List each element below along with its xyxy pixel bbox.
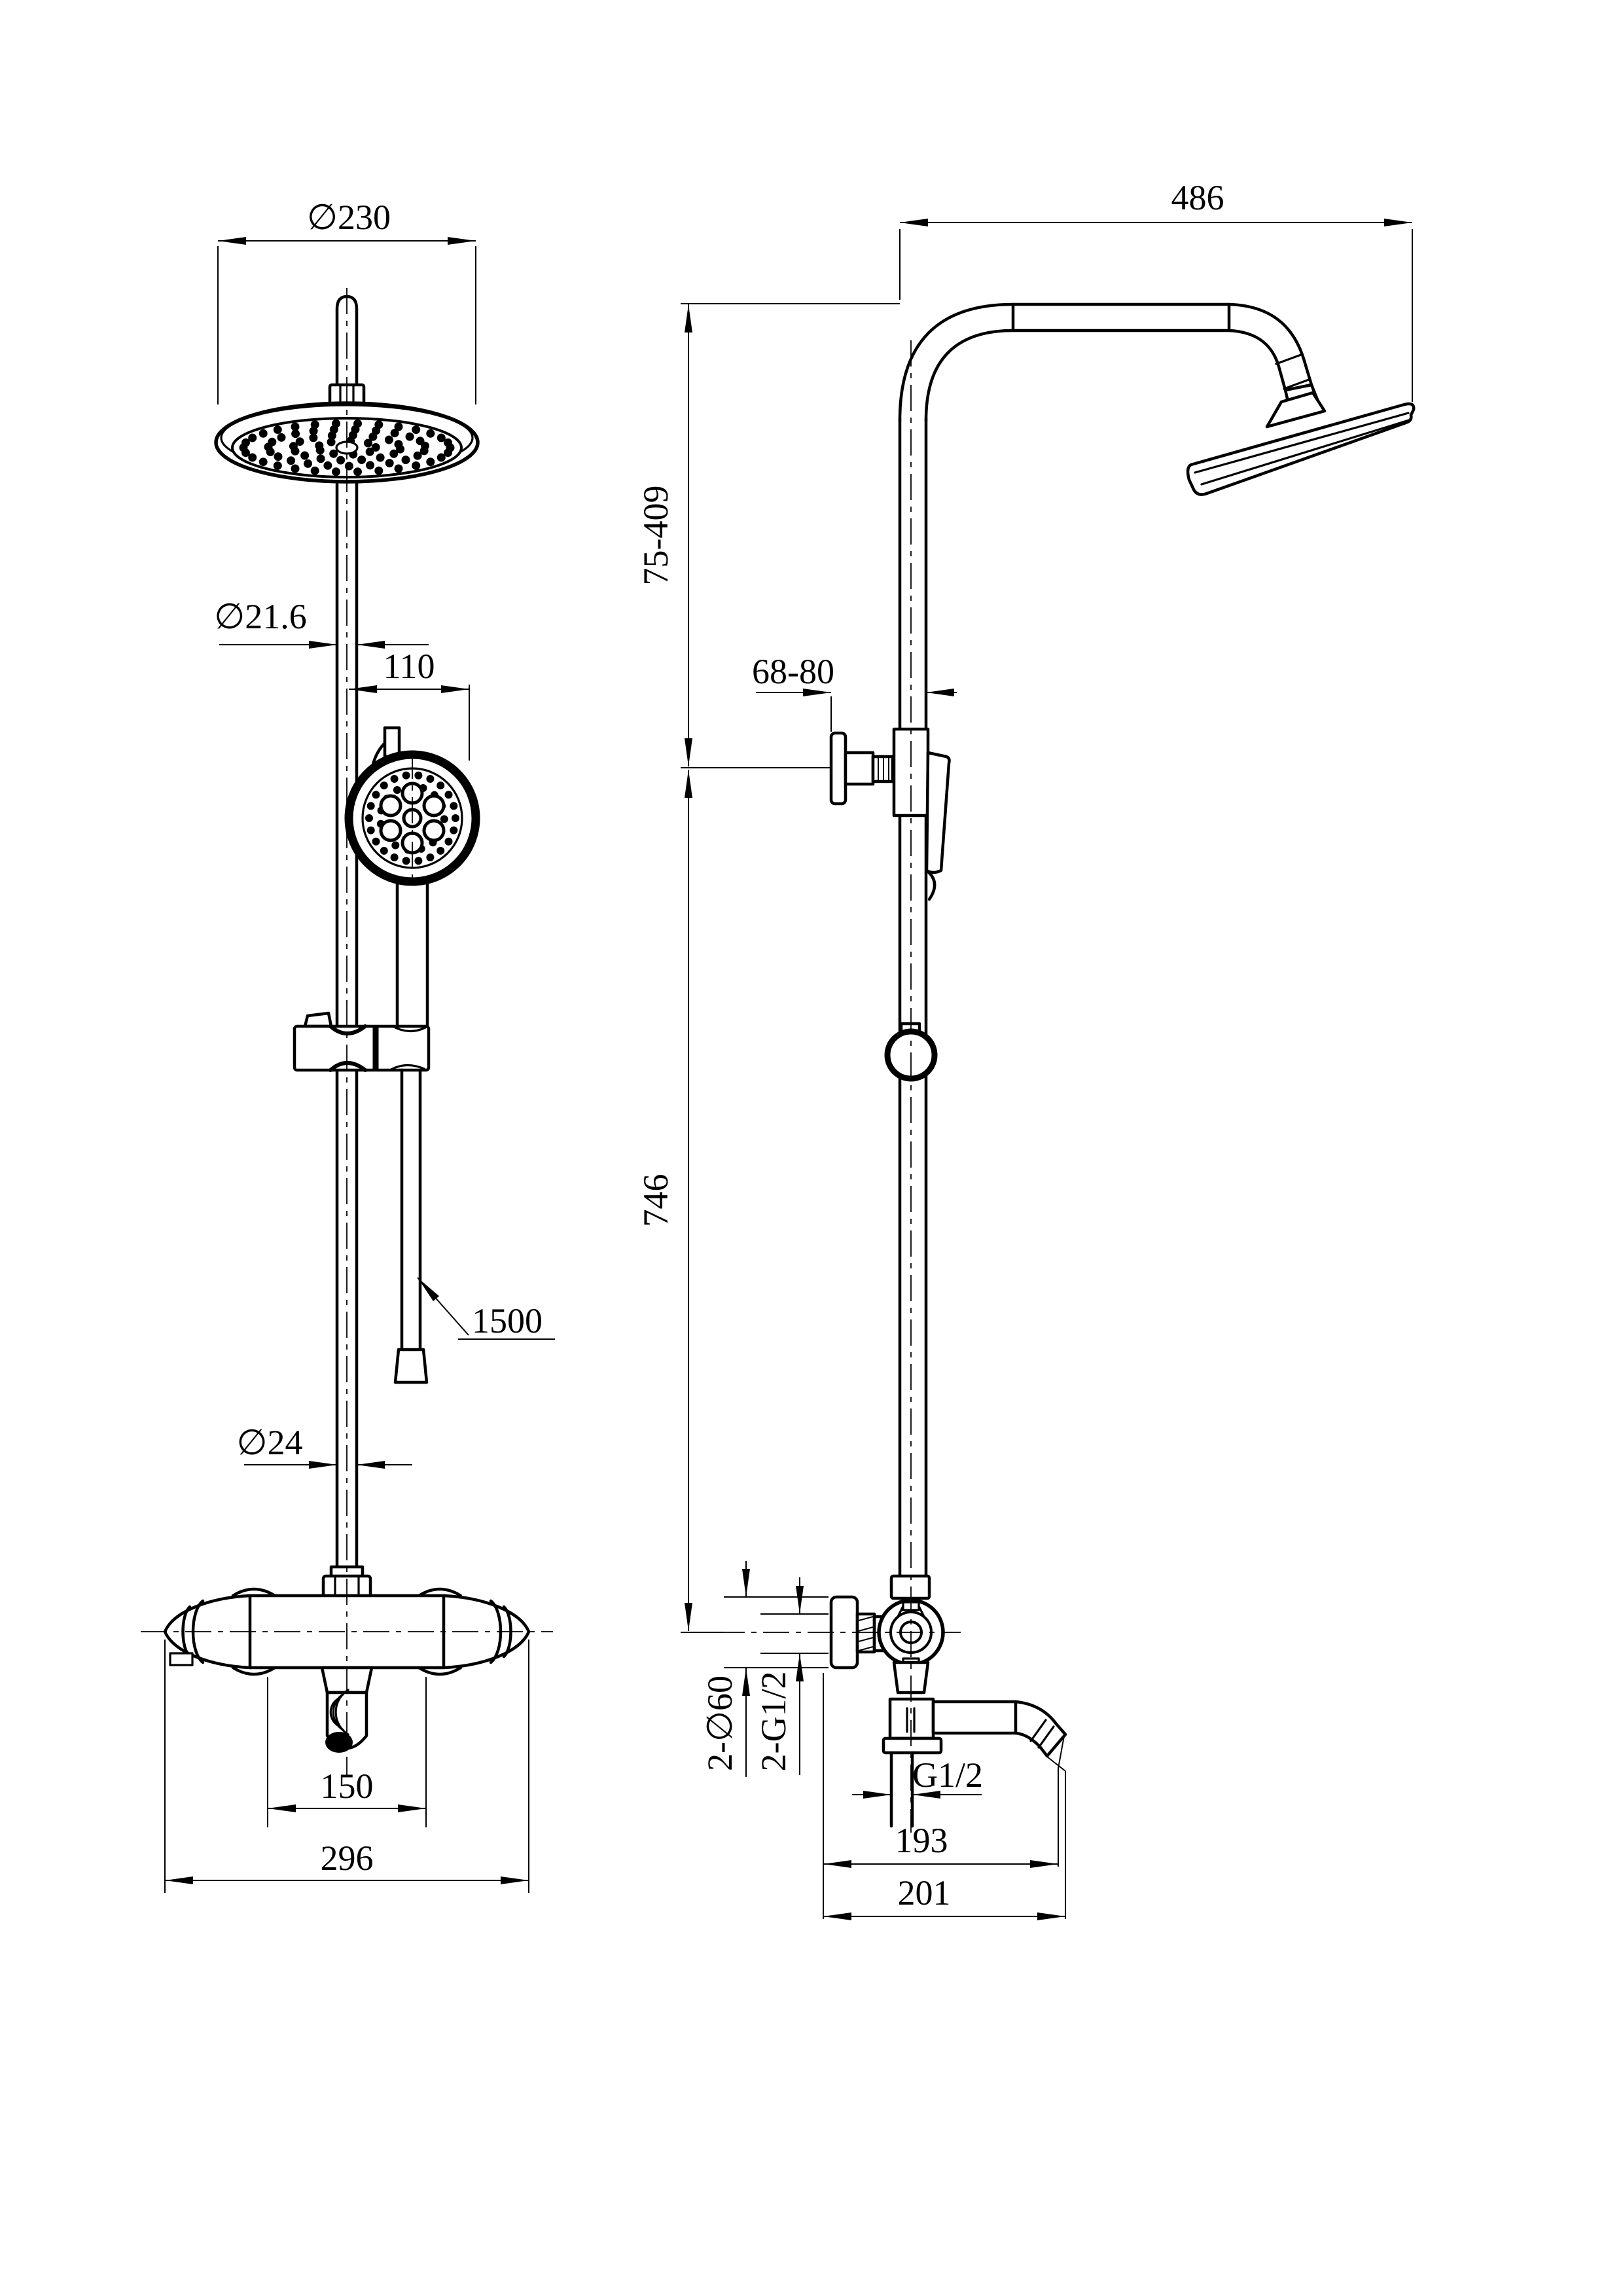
dim-label-inlet-spacing: 150: [320, 1767, 374, 1806]
head-mount: [1267, 393, 1325, 427]
tub-spout-side: [933, 1702, 1065, 1756]
hose-end-fitting: [395, 1350, 427, 1382]
dim-label-lower-pipe-diameter: ∅24: [236, 1423, 303, 1462]
slider-clamp: [294, 1013, 429, 1070]
dim-label-hose-length: 1500: [472, 1301, 543, 1340]
dim-head-height-range: [636, 304, 900, 768]
handshower-in-holder: [927, 753, 950, 872]
shower-hose: [395, 1070, 427, 1382]
dim-label-head-diameter: ∅230: [306, 198, 391, 237]
side-view: [636, 178, 1414, 1919]
dim-label-spout-projection-overall: 201: [897, 1873, 951, 1912]
dim-column-height: [636, 770, 723, 1632]
dim-arm-reach: [900, 178, 1412, 402]
dim-label-inlet-thread: 2-G1/2: [754, 1671, 793, 1772]
shower-arm: [900, 304, 1319, 420]
dim-label-riser-diameter: ∅21.6: [214, 597, 307, 636]
dim-label-valve-width: 296: [320, 1839, 374, 1878]
rain-shower-head-side: [1188, 393, 1414, 495]
dim-label-spout-projection: 193: [895, 1821, 948, 1860]
dim-label-wall-clearance: 68-80: [752, 652, 834, 691]
dim-lower-pipe-diameter: [236, 1423, 412, 1465]
diverter-tab: [170, 1653, 192, 1665]
outlet-nut: [883, 1738, 941, 1753]
dim-label-arm-reach: 486: [1171, 178, 1224, 217]
dim-riser-diameter: [214, 597, 429, 645]
riser-valve-nut-side: [891, 1576, 929, 1598]
release-tab: [305, 1013, 331, 1026]
dim-outlet-thread: [852, 1755, 983, 1795]
dim-label-column-height: 746: [636, 1174, 675, 1227]
spout-opening: [325, 1732, 353, 1753]
dim-hose-length: [418, 1278, 555, 1340]
riser-pipe-side: [900, 419, 926, 1576]
hand-shower: [349, 728, 476, 1029]
dim-handshower-offset: [349, 647, 469, 761]
dim-label-handshower-offset: 110: [383, 647, 435, 686]
dim-label-escutcheon: 2-∅60: [700, 1675, 740, 1772]
wall-bracket: [831, 729, 950, 899]
front-view: [141, 198, 555, 1893]
dim-label-head-height-range: 75-409: [636, 485, 675, 586]
dim-inlet-thread: [754, 1577, 829, 1775]
dim-label-outlet-thread: G1/2: [912, 1755, 983, 1795]
